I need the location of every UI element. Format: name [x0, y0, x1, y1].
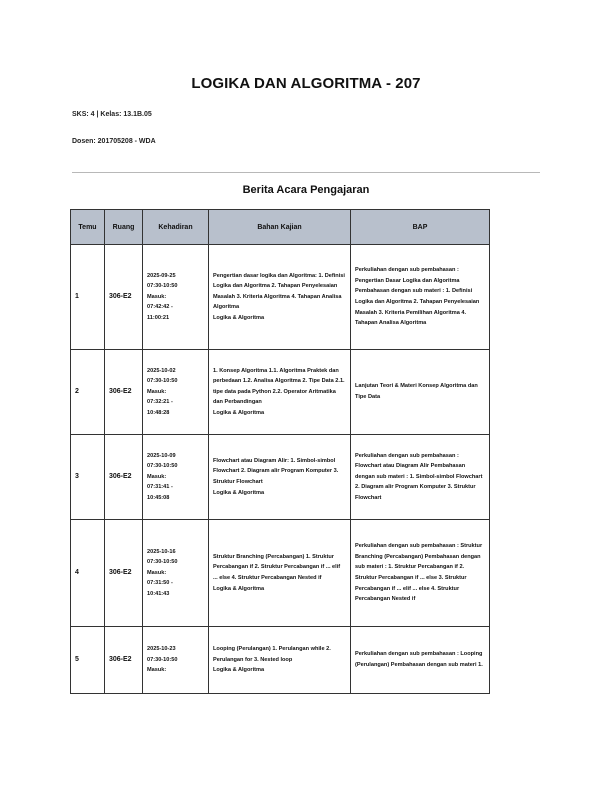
cell-temu: 5	[71, 627, 105, 694]
dosen-info: Dosen: 201705208 - WDA	[72, 138, 156, 145]
cell-bap: Perkuliahan dengan sub pembahasan : Looping (Perulangan) Pembahasan dengan sub materi 1.	[351, 627, 490, 694]
cell-temu: 1	[71, 245, 105, 350]
divider-line	[72, 172, 540, 173]
cell-kehadiran: 2025-10-09 07:30-10:50 Masuk: 07:31:41 - 10:45:08	[143, 435, 209, 520]
table-row	[71, 435, 490, 520]
cell-bahan-kajian: Struktur Branching (Percabangan) 1. Struktur Percabangan if 2. Struktur Percabangan if ... elif ... else 4. Struktur Percabangan Nested if Logika & Algoritma	[209, 520, 351, 627]
sks-kelas-info: SKS: 4 | Kelas: 13.1B.05	[72, 111, 152, 118]
cell-kehadiran: 2025-09-25 07:30-10:50 Masuk: 07:42:42 - 11:00:21	[143, 245, 209, 350]
cell-ruang: 306-E2	[105, 520, 143, 627]
cell-kehadiran: 2025-10-23 07:30-10:50 Masuk:	[143, 627, 209, 694]
cell-ruang: 306-E2	[105, 435, 143, 520]
cell-bahan-kajian: Looping (Perulangan) 1. Perulangan while 2. Perulangan for 3. Nested loop Logika & Algoritma	[209, 627, 351, 694]
cell-bap: Lanjutan Teori & Materi Konsep Algoritma dan Tipe Data	[351, 350, 490, 435]
cell-kehadiran: 2025-10-02 07:30-10:50 Masuk: 07:32:21 - 10:48:28	[143, 350, 209, 435]
cell-temu: 4	[71, 520, 105, 627]
course-title: LOGIKA DAN ALGORITMA - 207	[191, 75, 421, 92]
cell-temu: 2	[71, 350, 105, 435]
section-title: Berita Acara Pengajaran	[242, 184, 370, 196]
table-header-row	[71, 210, 490, 245]
cell-bahan-kajian: Flowchart atau Diagram Alir: 1. Simbol-simbol Flowchart 2. Diagram alir Program Komputer 3. Struktur Flowchart Logika & Algoritma	[209, 435, 351, 520]
cell-bap: Perkuliahan dengan sub pembahasan : Flowchart atau Diagram Alir Pembahasan dengan sub materi : 1. Simbol-simbol Flowchart 2. Diagram alir Program Komputer 3. Struktur Flowchart	[351, 435, 490, 520]
header-bahan-kajian: Bahan Kajian	[209, 210, 351, 245]
header-bap: BAP	[351, 210, 490, 245]
cell-bahan-kajian: 1. Konsep Algoritma 1.1. Algoritma Praktek dan perbedaan 1.2. Analisa Algoritma 2. Tipe Data 2.1. tipe data pada Python 2.2. Operator Aritmatika dan Perbandingan Logika & Algoritma	[209, 350, 351, 435]
cell-bap: Perkuliahan dengan sub pembahasan : Struktur Branching (Percabangan) Pembahasan dengan sub materi : 1. Struktur Percabangan if 2. Struktur Percabangan if ... else 3. Struktur Percabangan if ... elif ... else 4. Struktur Percabangan Nested if	[351, 520, 490, 627]
header-ruang: Ruang	[105, 210, 143, 245]
cell-bahan-kajian: Pengertian dasar logika dan Algoritma: 1. Definisi Logika dan Algoritma 2. Tahapan Penyelesaian Masalah 3. Kriteria Algoritma 4. Tahapan Analisa Algoritma Logika & Algoritma	[209, 245, 351, 350]
cell-ruang: 306-E2	[105, 350, 143, 435]
table-row	[71, 350, 490, 435]
cell-kehadiran: 2025-10-16 07:30-10:50 Masuk: 07:31:50 - 10:41:43	[143, 520, 209, 627]
table-row	[71, 520, 490, 627]
header-kehadiran: Kehadiran	[143, 210, 209, 245]
bap-table	[70, 209, 490, 694]
cell-ruang: 306-E2	[105, 627, 143, 694]
table-row	[71, 627, 490, 694]
cell-bap: Perkuliahan dengan sub pembahasan : Pengertian Dasar Logika dan Algoritma Pembahasan dengan sub materi : 1. Definisi Logika dan Algoritma 2. Tahapan Penyelesaian Masalah 3. Kriteria Pemilihan Algoritma 4. Tahapan Analisa Algoritma	[351, 245, 490, 350]
cell-temu: 3	[71, 435, 105, 520]
table-row	[71, 245, 490, 350]
header-temu: Temu	[71, 210, 105, 245]
cell-ruang: 306-E2	[105, 245, 143, 350]
